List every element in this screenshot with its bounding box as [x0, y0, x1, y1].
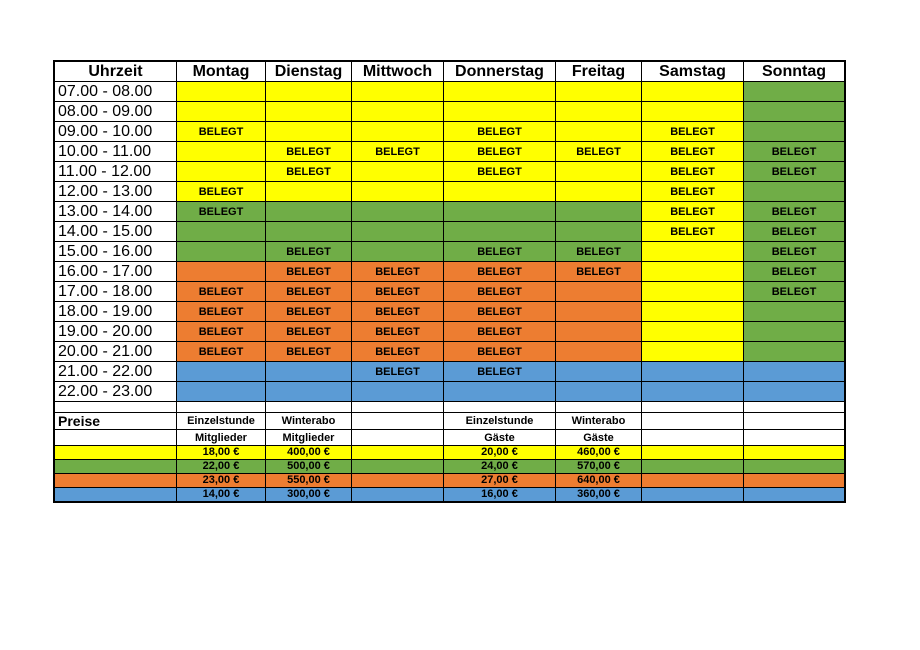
price-column-subheader: Mitglieder [266, 430, 352, 446]
schedule-table [54, 61, 845, 502]
slot-cell [352, 202, 444, 222]
price-column-header: Winterabo [266, 413, 352, 430]
time-slot-label: 20.00 - 21.00 [55, 342, 177, 362]
price-column-subheader [352, 430, 444, 446]
time-slot-label: 11.00 - 12.00 [55, 162, 177, 182]
slot-cell [352, 182, 444, 202]
slot-cell [642, 342, 744, 362]
price-cell [744, 460, 845, 474]
slot-cell [744, 362, 845, 382]
booked-cell: BELEGT [556, 142, 642, 162]
slot-cell [352, 222, 444, 242]
slot-cell [444, 222, 556, 242]
price-column-subheader: Gäste [556, 430, 642, 446]
price-cell: 640,00 € [556, 474, 642, 488]
slot-cell [266, 362, 352, 382]
price-cell: 18,00 € [177, 446, 266, 460]
booked-cell: BELEGT [444, 162, 556, 182]
slot-cell [642, 302, 744, 322]
slot-cell [352, 82, 444, 102]
time-slot-label: 08.00 - 09.00 [55, 102, 177, 122]
price-cell [352, 488, 444, 502]
slot-cell [177, 382, 266, 402]
slot-cell [744, 182, 845, 202]
slot-cell [642, 282, 744, 302]
slot-cell [444, 102, 556, 122]
price-column-header [642, 413, 744, 430]
booked-cell: BELEGT [266, 282, 352, 302]
booked-cell: BELEGT [744, 142, 845, 162]
booked-cell: BELEGT [642, 142, 744, 162]
slot-cell [177, 242, 266, 262]
slot-cell [744, 302, 845, 322]
booked-cell: BELEGT [266, 142, 352, 162]
slot-cell [556, 202, 642, 222]
time-slot-label: 18.00 - 19.00 [55, 302, 177, 322]
price-column-subheader [744, 430, 845, 446]
booked-cell: BELEGT [266, 242, 352, 262]
slot-cell [642, 322, 744, 342]
slot-cell [177, 142, 266, 162]
booked-cell: BELEGT [266, 162, 352, 182]
price-cell [642, 446, 744, 460]
booked-cell: BELEGT [642, 122, 744, 142]
table-row [55, 142, 845, 162]
price-cell [744, 446, 845, 460]
booked-cell: BELEGT [177, 282, 266, 302]
booked-cell: BELEGT [744, 162, 845, 182]
booked-cell: BELEGT [642, 202, 744, 222]
table-row [55, 242, 845, 262]
slot-cell [444, 82, 556, 102]
price-column-header: Einzelstunde [177, 413, 266, 430]
spacer-cell [642, 402, 744, 413]
price-cell [642, 488, 744, 502]
day-header: Freitag [556, 62, 642, 82]
price-color-swatch [55, 488, 177, 502]
slot-cell [177, 162, 266, 182]
booked-cell: BELEGT [744, 262, 845, 282]
booked-cell: BELEGT [266, 302, 352, 322]
booked-cell: BELEGT [444, 262, 556, 282]
slot-cell [556, 82, 642, 102]
slot-cell [444, 202, 556, 222]
slot-cell [556, 102, 642, 122]
time-slot-label: 19.00 - 20.00 [55, 322, 177, 342]
slot-cell [642, 242, 744, 262]
booked-cell: BELEGT [177, 182, 266, 202]
price-cell: 23,00 € [177, 474, 266, 488]
price-column-header [352, 413, 444, 430]
table-row [55, 162, 845, 182]
price-cell: 20,00 € [444, 446, 556, 460]
time-slot-label: 22.00 - 23.00 [55, 382, 177, 402]
slot-cell [556, 342, 642, 362]
time-slot-label: 09.00 - 10.00 [55, 122, 177, 142]
price-row [55, 488, 845, 502]
slot-cell [556, 122, 642, 142]
price-column-header: Winterabo [556, 413, 642, 430]
price-cell: 16,00 € [444, 488, 556, 502]
booked-cell: BELEGT [352, 262, 444, 282]
slot-cell [444, 382, 556, 402]
time-column-header: Uhrzeit [55, 62, 177, 82]
slot-cell [266, 122, 352, 142]
slot-cell [744, 342, 845, 362]
slot-cell [177, 82, 266, 102]
slot-cell [642, 262, 744, 282]
booked-cell: BELEGT [744, 242, 845, 262]
booked-cell: BELEGT [744, 222, 845, 242]
slot-cell [266, 82, 352, 102]
price-cell [352, 460, 444, 474]
booked-cell: BELEGT [444, 282, 556, 302]
time-slot-label: 21.00 - 22.00 [55, 362, 177, 382]
time-slot-label: 07.00 - 08.00 [55, 82, 177, 102]
time-slot-label: 12.00 - 13.00 [55, 182, 177, 202]
spacer-cell [444, 402, 556, 413]
table-row [55, 122, 845, 142]
slot-cell [266, 222, 352, 242]
slot-cell [744, 122, 845, 142]
booked-cell: BELEGT [352, 322, 444, 342]
booked-cell: BELEGT [352, 142, 444, 162]
time-slot-label: 16.00 - 17.00 [55, 262, 177, 282]
price-cell [352, 446, 444, 460]
slot-cell [352, 242, 444, 262]
spacer-cell [177, 402, 266, 413]
booked-cell: BELEGT [177, 342, 266, 362]
slot-cell [744, 82, 845, 102]
slot-cell [556, 322, 642, 342]
slot-cell [744, 322, 845, 342]
booked-cell: BELEGT [642, 222, 744, 242]
slot-cell [177, 102, 266, 122]
booked-cell: BELEGT [352, 342, 444, 362]
price-header-row [55, 413, 845, 430]
slot-cell [266, 202, 352, 222]
header-row [55, 62, 845, 82]
slot-cell [744, 102, 845, 122]
slot-cell [177, 362, 266, 382]
slot-cell [642, 382, 744, 402]
spacer-cell [266, 402, 352, 413]
table-row [55, 302, 845, 322]
booked-cell: BELEGT [352, 362, 444, 382]
price-color-swatch [55, 460, 177, 474]
price-cell [642, 474, 744, 488]
price-cell: 500,00 € [266, 460, 352, 474]
price-column-subheader: Mitglieder [177, 430, 266, 446]
day-header: Dienstag [266, 62, 352, 82]
spacer-cell [744, 402, 845, 413]
booked-cell: BELEGT [444, 122, 556, 142]
spacer-cell [556, 402, 642, 413]
price-cell: 14,00 € [177, 488, 266, 502]
table-row [55, 182, 845, 202]
booked-cell: BELEGT [744, 282, 845, 302]
slot-cell [556, 302, 642, 322]
price-cell: 570,00 € [556, 460, 642, 474]
time-slot-label: 13.00 - 14.00 [55, 202, 177, 222]
table-row [55, 262, 845, 282]
table-row [55, 342, 845, 362]
slot-cell [352, 122, 444, 142]
price-row [55, 460, 845, 474]
booked-cell: BELEGT [266, 322, 352, 342]
table-row [55, 222, 845, 242]
price-cell: 22,00 € [177, 460, 266, 474]
price-cell: 27,00 € [444, 474, 556, 488]
table-row [55, 322, 845, 342]
booked-cell: BELEGT [556, 242, 642, 262]
booked-cell: BELEGT [177, 122, 266, 142]
slot-cell [556, 362, 642, 382]
table-row [55, 362, 845, 382]
booked-cell: BELEGT [556, 262, 642, 282]
booked-cell: BELEGT [444, 242, 556, 262]
price-cell [352, 474, 444, 488]
slot-cell [352, 102, 444, 122]
day-header: Samstag [642, 62, 744, 82]
booked-cell: BELEGT [266, 262, 352, 282]
booked-cell: BELEGT [444, 302, 556, 322]
table-row [55, 382, 845, 402]
slot-cell [556, 282, 642, 302]
slot-cell [642, 82, 744, 102]
slot-cell [266, 382, 352, 402]
price-cell [744, 488, 845, 502]
time-slot-label: 15.00 - 16.00 [55, 242, 177, 262]
slot-cell [352, 382, 444, 402]
slot-cell [744, 382, 845, 402]
price-cell: 550,00 € [266, 474, 352, 488]
slot-cell [444, 182, 556, 202]
slot-cell [556, 162, 642, 182]
price-column-subheader [642, 430, 744, 446]
price-color-swatch [55, 446, 177, 460]
booked-cell: BELEGT [444, 342, 556, 362]
slot-cell [556, 382, 642, 402]
prices-label: Preise [55, 413, 177, 430]
price-cell: 460,00 € [556, 446, 642, 460]
day-header: Donnerstag [444, 62, 556, 82]
spacer-cell [55, 402, 177, 413]
slot-cell [556, 182, 642, 202]
slot-cell [266, 102, 352, 122]
spacer-cell [352, 402, 444, 413]
empty-cell [55, 430, 177, 446]
price-subheader-row [55, 430, 845, 446]
price-color-swatch [55, 474, 177, 488]
booked-cell: BELEGT [744, 202, 845, 222]
booked-cell: BELEGT [444, 142, 556, 162]
time-slot-label: 17.00 - 18.00 [55, 282, 177, 302]
price-cell [744, 474, 845, 488]
slot-cell [642, 102, 744, 122]
day-header: Mittwoch [352, 62, 444, 82]
booked-cell: BELEGT [266, 342, 352, 362]
time-slot-label: 10.00 - 11.00 [55, 142, 177, 162]
booked-cell: BELEGT [444, 362, 556, 382]
price-row [55, 446, 845, 460]
slot-cell [642, 362, 744, 382]
price-column-subheader: Gäste [444, 430, 556, 446]
booked-cell: BELEGT [177, 302, 266, 322]
booked-cell: BELEGT [444, 322, 556, 342]
price-row [55, 474, 845, 488]
booked-cell: BELEGT [177, 322, 266, 342]
time-slot-label: 14.00 - 15.00 [55, 222, 177, 242]
table-row [55, 202, 845, 222]
day-header: Sonntag [744, 62, 845, 82]
price-column-header: Einzelstunde [444, 413, 556, 430]
price-cell: 300,00 € [266, 488, 352, 502]
price-cell [642, 460, 744, 474]
booked-cell: BELEGT [642, 182, 744, 202]
slot-cell [352, 162, 444, 182]
booked-cell: BELEGT [177, 202, 266, 222]
table-row [55, 282, 845, 302]
table-row [55, 102, 845, 122]
spacer-row [55, 402, 845, 413]
price-cell: 24,00 € [444, 460, 556, 474]
price-cell: 360,00 € [556, 488, 642, 502]
table-row [55, 82, 845, 102]
day-header: Montag [177, 62, 266, 82]
price-column-header [744, 413, 845, 430]
slot-cell [266, 182, 352, 202]
price-cell: 400,00 € [266, 446, 352, 460]
slot-cell [177, 222, 266, 242]
booked-cell: BELEGT [642, 162, 744, 182]
slot-cell [177, 262, 266, 282]
booked-cell: BELEGT [352, 282, 444, 302]
booked-cell: BELEGT [352, 302, 444, 322]
slot-cell [556, 222, 642, 242]
